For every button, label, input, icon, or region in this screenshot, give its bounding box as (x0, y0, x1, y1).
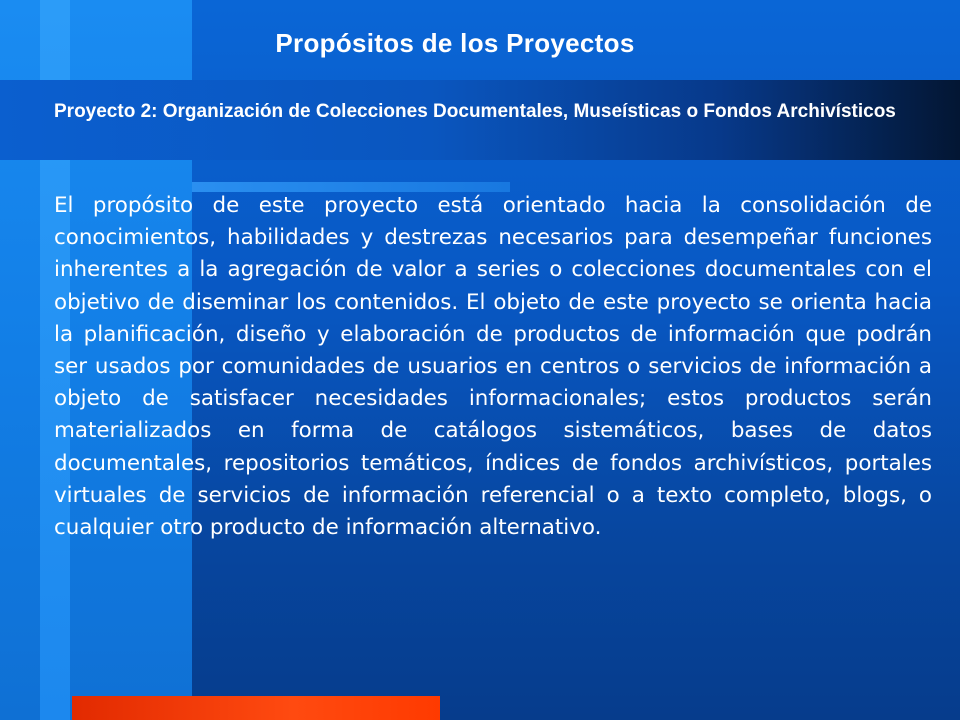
decorative-orange-bar (72, 696, 440, 720)
slide-body-text: El propósito de este proyecto está orientado hacia la consolidación de conocimientos, habilidades y destrezas necesarios para desempeñar funciones inherentes a la agregación de valor a series o colecciones documentales con el objetivo de diseminar los contenidos. El objeto de este proyecto se orienta hacia la planificación, diseño y elaboración de productos de información que podrán ser usados por comunidades de usuarios en centros o servicios de información a objeto de satisfacer necesidades informacionales; estos productos serán materializados en forma de catálogos sistemáticos, bases de datos documentales, repositorios temáticos, índices de fondos archivísticos, portales virtuales de servicios de información referencial o a texto completo, blogs, o cualquier otro producto de información alternativo. (54, 193, 932, 541)
slide-title: Propósitos de los Proyectos (275, 28, 635, 58)
slide-subtitle: Proyecto 2: Organización de Colecciones Documentales, Museísticas o Fondos Archivísticos (54, 101, 896, 122)
